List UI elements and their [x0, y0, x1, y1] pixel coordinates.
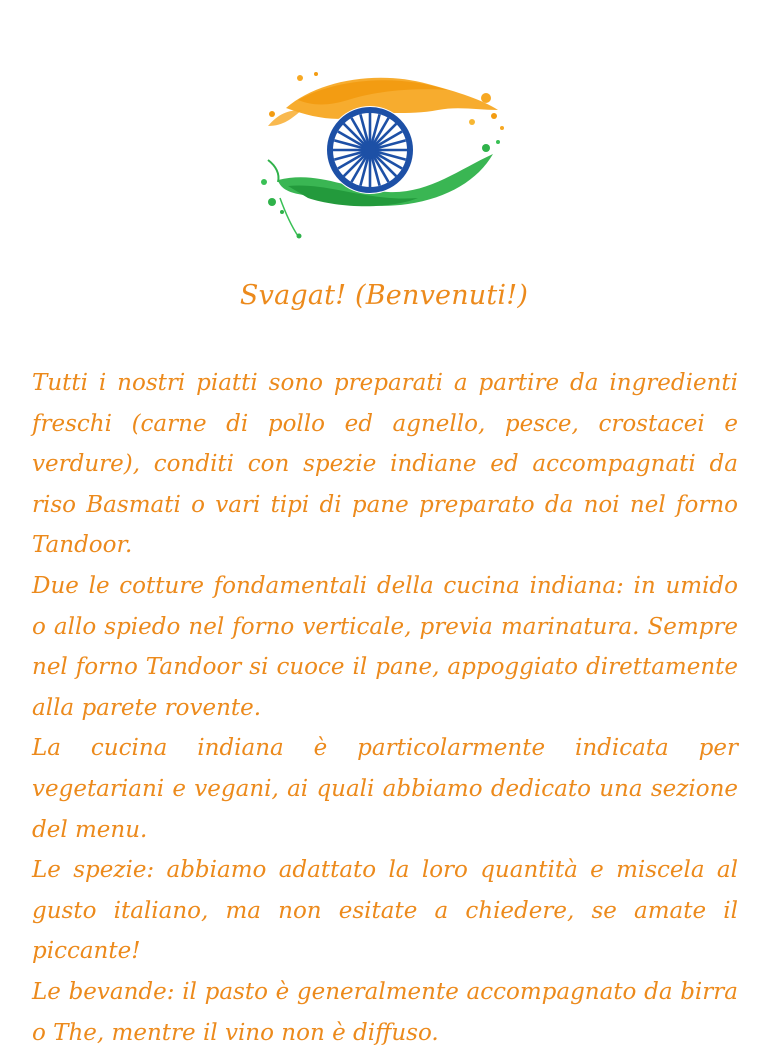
india-flag-logo: [258, 70, 508, 240]
paragraph-cooking: Due le cotture fondamentali della cucina indiana: in umido o allo spiedo nel forno verticale, previa marinatura. Sempre nel forno Tandoor si cuoce il pane, appoggiato direttamente alla parete rovente.: [32, 572, 738, 721]
paragraph-drinks: Le bevande: il pasto è generalmente accompagnato da birra o The, mentre il vino non è diffuso.: [32, 978, 738, 1046]
intro-text: [32, 363, 738, 1053]
page-title: Svagat! (Benvenuti!): [239, 280, 529, 311]
paragraph-ingredients: Tutti i nostri piatti sono preparati a partire da ingredienti freschi (carne di pollo ed agnello, pesce, crostacei e verdure), conditi con spezie indiane ed accompagnati da riso Basmati o vari tipi di pane preparato da noi nel forno Tandoor.: [32, 370, 738, 559]
india-flag-chakra-splash-icon: [258, 70, 508, 240]
paragraph-spices: Le spezie: abbiamo adattato la loro quantità e miscela al gusto italiano, ma non esitate a chiedere, se amate il piccante!: [32, 857, 738, 965]
paragraph-vegetarian: La cucina indiana è particolarmente indicata per vegetariani e vegani, ai quali abbiamo dedicato una sezione del menu.: [32, 735, 738, 843]
